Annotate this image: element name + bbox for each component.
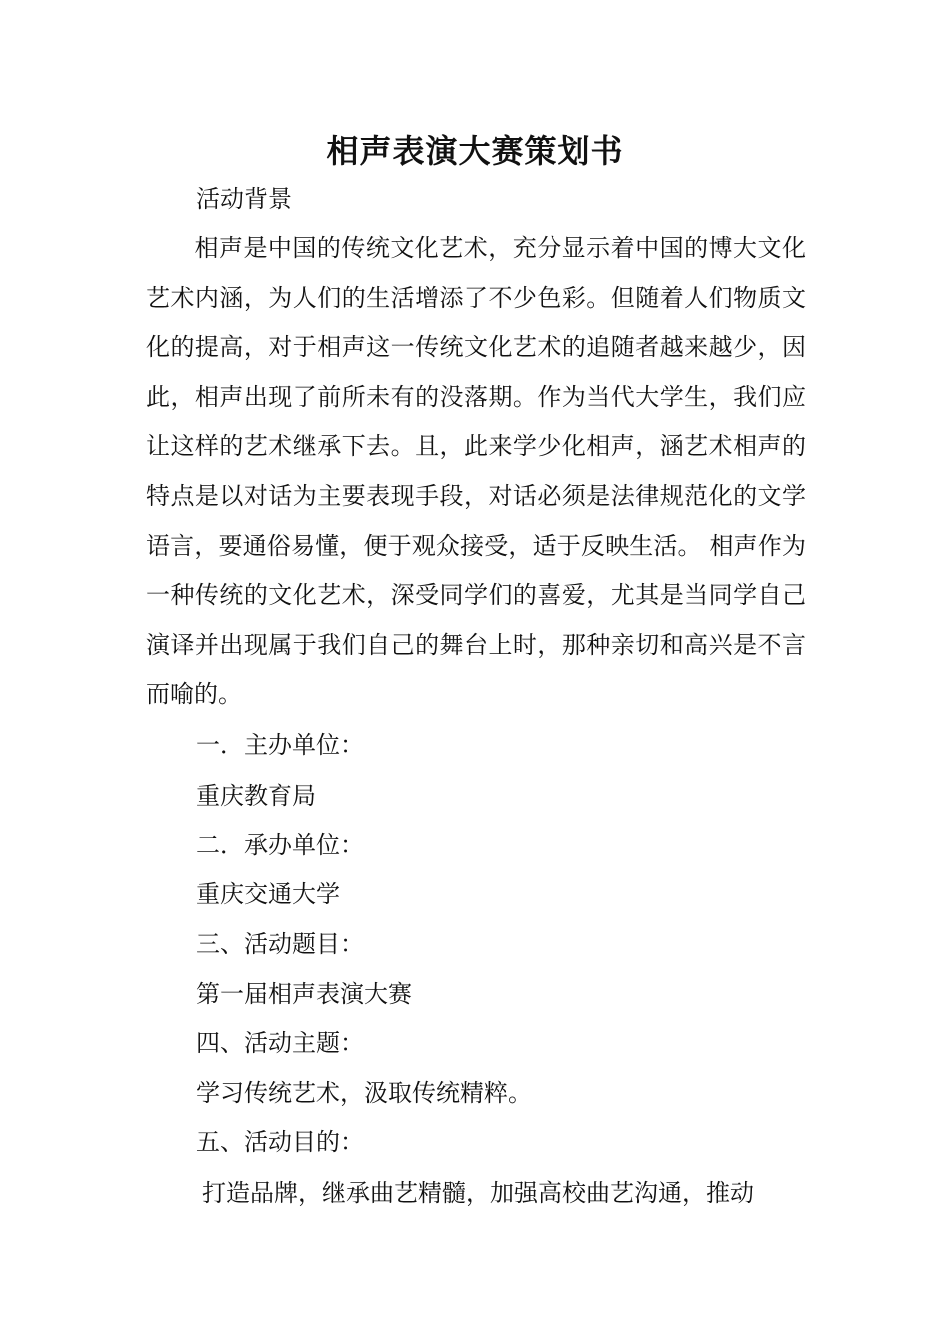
section-content-organizer: 重庆教育局 [196,782,316,810]
section-content-purpose: 打造品牌，继承曲艺精髓，加强高校曲艺沟通，推动 [202,1179,754,1207]
section-heading-event-title: 三、活动题目： [196,930,364,958]
section-content-theme: 学习传统艺术，汲取传统精粹。 [196,1079,532,1107]
section-heading-host: 二．承办单位： [196,831,364,859]
section-heading-organizer: 一．主办单位： [196,731,364,759]
section-content-host: 重庆交通大学 [196,880,340,908]
section-heading-purpose: 五、活动目的： [196,1128,364,1156]
section-content-event-title: 第一届相声表演大赛 [196,980,412,1008]
document-title: 相声表演大赛策划书 [326,132,624,170]
background-heading: 活动背景 [196,185,292,213]
section-heading-theme: 四、活动主题： [196,1029,364,1057]
background-body: 相声是中国的传统文化艺术，充分显示着中国的博大文化艺术内涵，为人们的生活增添了不少色彩。但随着人们物质文化的提高，对于相声这一传统文化艺术的追随者越来越少，因此，相声出现了前所未有的没落期。作为当代大学生，我们应让这样的艺术继承下去。且，此来学少化相声，涵艺术相声的特点是以对话为主要表现手段，对话必须是法律规范化的文学语言，要通俗易懂，便于观众接受，适于反映生活。 相声作为一种传统的文化艺术，深受同学们的喜爱，尤其是当同学自己演译并出现属于我们自己的舞台上时，那种亲切和高兴是不言而喻的。 [146,234,806,709]
